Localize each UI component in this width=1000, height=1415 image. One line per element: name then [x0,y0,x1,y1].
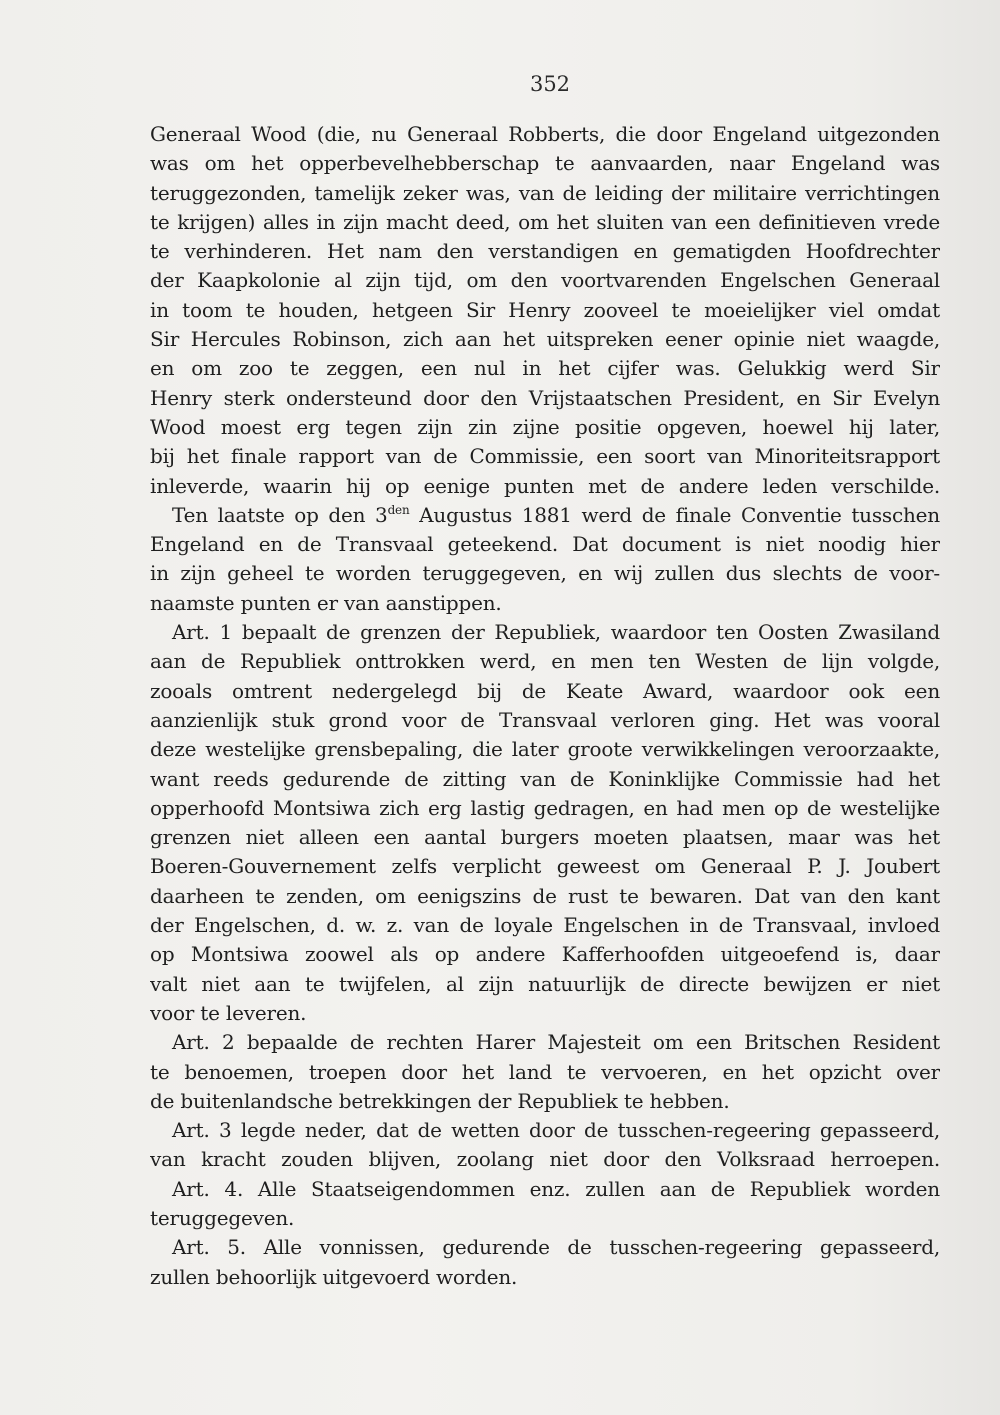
text-line: inleverde, waarin hij op eenige punten met de andere leden verschilde. [150,473,940,498]
text-line: bij het finale rapport van de Commissie, een soort van Minoriteitsrapport [150,444,940,469]
body-text [150,120,940,1292]
text-line: deze westelijke grensbepaling, die later groote verwikkelingen veroorzaakte, [150,737,940,762]
text-line: Wood moest erg tegen zijn zin zijne positie opgeven, hoewel hij later, [150,414,940,439]
text-line: en om zoo te zeggen, een nul in het cijfer was. Gelukkig werd Sir [150,356,940,381]
text-line: Boeren-Gouvernement zelfs verplicht geweest om Generaal P. J. Joubert [150,854,940,879]
text-line: aanzienlijk stuk grond voor de Transvaal verloren ging. Het was vooral [150,707,940,732]
text-line: Art. 2 bepaalde de rechten Harer Majesteit om een Britschen Resident [172,1030,940,1055]
text-line: in zijn geheel te worden teruggegeven, en wij zullen dus slechts de voor- [150,561,940,586]
text-line: Henry sterk ondersteund door den Vrijstaatschen President, en Sir Evelyn [150,385,940,410]
superscript: den [387,502,410,517]
text-segment: Augustus 1881 werd de finale Conventie tusschen [409,502,940,527]
text-segment: Ten laatste op den 3 [172,502,388,527]
text-line: in toom te houden, hetgeen Sir Henry zooveel te moeielijker viel omdat [150,297,940,322]
text-line: Sir Hercules Robinson, zich aan het uitspreken eener opinie niet waagde, [150,327,940,352]
text-line: te benoemen, troepen door het land te vervoeren, en het opzicht over [150,1059,940,1084]
page-number: 352 [529,72,571,96]
text-line: was om het opperbevelhebberschap te aanvaarden, naar Engeland was [150,151,940,176]
text-line: aan de Republiek onttrokken werd, en men ten Westen de lijn volgde, [150,649,940,674]
text-line: Art. 5. Alle vonnissen, gedurende de tusschen-regeering gepasseerd, [172,1235,940,1260]
text-line: Engeland en de Transvaal geteekend. Dat document is niet noodig hier [150,532,940,557]
text-line: grenzen niet alleen een aantal burgers moeten plaatsen, maar was het [150,825,940,850]
text-line: der Engelschen, d. w. z. van de loyale Engelschen in de Transvaal, invloed [150,913,940,938]
text-line: opperhoofd Montsiwa zich erg lastig gedragen, en had men op de westelijke [150,795,940,820]
text-line: Generaal Wood (die, nu Generaal Robberts, die door Engeland uitgezonden [150,122,940,146]
text-line: want reeds gedurende de zitting van de Koninklijke Commissie had het [150,766,940,791]
text-line: te verhinderen. Het nam den verstandigen en gematigden Hoofdrechter [150,239,940,264]
text-line: valt niet aan te twijfelen, al zijn natuurlijk de directe bewijzen er niet [150,971,940,996]
text-line: van kracht zouden blijven, zoolang niet door den Volksraad herroepen. [150,1147,940,1172]
text-line: Art. 1 bepaalt de grenzen der Republiek, waardoor ten Oosten Zwasiland [172,620,940,645]
text-line: daarheen te zenden, om eenigszins de rust te bewaren. Dat van den kant [150,883,940,908]
text-line: op Montsiwa zoowel als op andere Kafferhoofden uitgeoefend is, daar [150,942,940,967]
text-line: Art. 3 legde neder, dat de wetten door de tusschen-regeering gepasseerd, [172,1118,940,1143]
text-line-with-superscript [150,501,940,530]
text-line: naamste punten er van aanstippen. [150,590,502,615]
text-line: voor te leveren. [150,1000,307,1025]
text-line: der Kaapkolonie al zijn tijd, om den voortvarenden Engelschen Generaal [150,268,940,293]
text-line: teruggezonden, tamelijk zeker was, van de leiding der militaire verrichtingen [150,180,940,205]
text-line: zooals omtrent nedergelegd bij de Keate Award, waardoor ook een [150,678,940,703]
text-line: te krijgen) alles in zijn macht deed, om het sluiten van een definitieven vrede [150,209,940,234]
text-line: zullen behoorlijk uitgevoerd worden. [150,1264,518,1289]
text-line: teruggegeven. [150,1205,295,1230]
text-line: Art. 4. Alle Staatseigendommen enz. zullen aan de Republiek worden [172,1176,940,1201]
text-line: de buitenlandsche betrekkingen der Republiek te hebben. [150,1088,730,1113]
